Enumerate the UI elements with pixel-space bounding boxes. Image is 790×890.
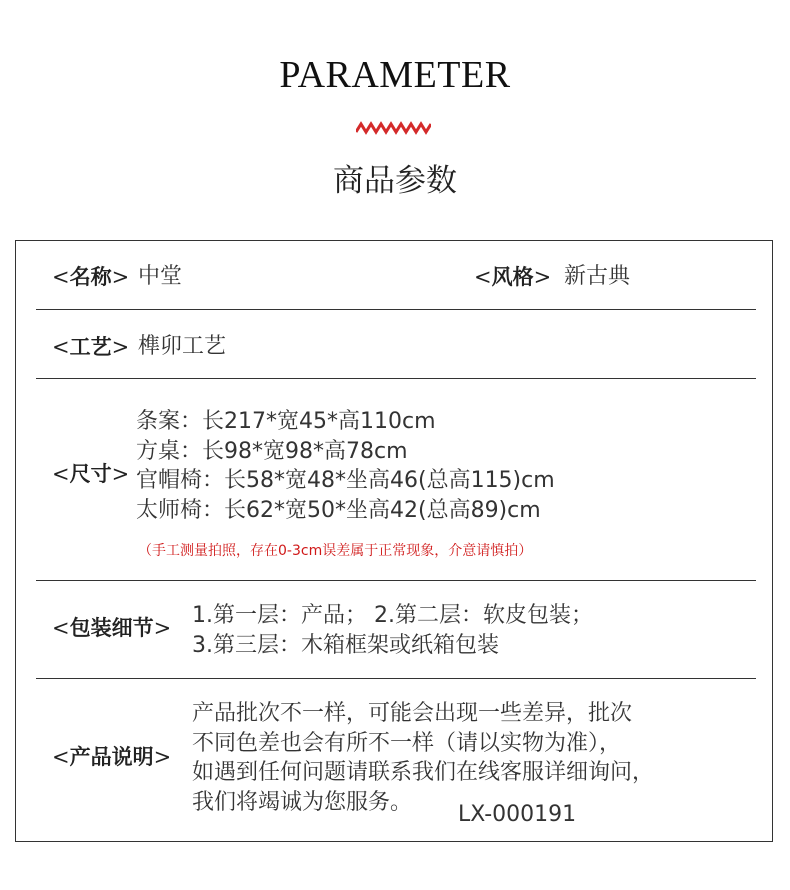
description-line: 我们将竭诚为您服务。	[192, 789, 413, 815]
name-label: <名称>	[52, 264, 130, 289]
size-values	[136, 407, 555, 525]
description-label: <产品说明>	[52, 744, 172, 769]
row-divider	[36, 678, 756, 679]
packaging-line: 3.第三层：木箱框架或纸箱包装	[192, 632, 499, 658]
row-divider	[36, 378, 756, 379]
row-divider	[36, 580, 756, 581]
packaging-label: <包装细节>	[52, 615, 172, 640]
size-line: 太师椅：长62*宽50*坐高42(总高89)cm	[136, 497, 541, 523]
description-line: 不同色差也会有所不一样（请以实物为准），	[192, 730, 622, 756]
packaging-line: 1.第一层：产品； 2.第二层：软皮包装；	[192, 603, 593, 628]
page-title: PARAMETER	[279, 54, 511, 96]
size-line: 方桌：长98*宽98*高78cm	[136, 438, 408, 464]
name-value: 中堂	[138, 264, 183, 289]
packaging-values	[192, 601, 593, 660]
craft-label: <工艺>	[52, 334, 130, 359]
style-label: <风格>	[474, 264, 552, 289]
style-value: 新古典	[564, 264, 631, 289]
page-subtitle: 商品参数	[333, 163, 457, 199]
description-values	[192, 699, 654, 817]
size-line: 官帽椅：长58*宽48*坐高46(总高115)cm	[136, 468, 555, 493]
craft-value: 榫卯工艺	[138, 334, 227, 359]
description-line: 产品批次不一样，可能会出现一些差异，批次	[192, 701, 633, 726]
parameter-table	[15, 240, 773, 842]
zigzag-divider-icon	[356, 121, 431, 135]
description-line: 如遇到任何问题请联系我们在线客服详细询问，	[192, 760, 655, 785]
product-code: LX-000191	[458, 802, 577, 827]
row-divider	[36, 309, 756, 310]
measurement-note: （手工测量拍照，存在0-3cm误差属于正常现象，介意请慎拍）	[138, 543, 533, 559]
size-line: 条案：长217*宽45*高110cm	[136, 409, 436, 434]
size-label: <尺寸>	[52, 461, 130, 486]
